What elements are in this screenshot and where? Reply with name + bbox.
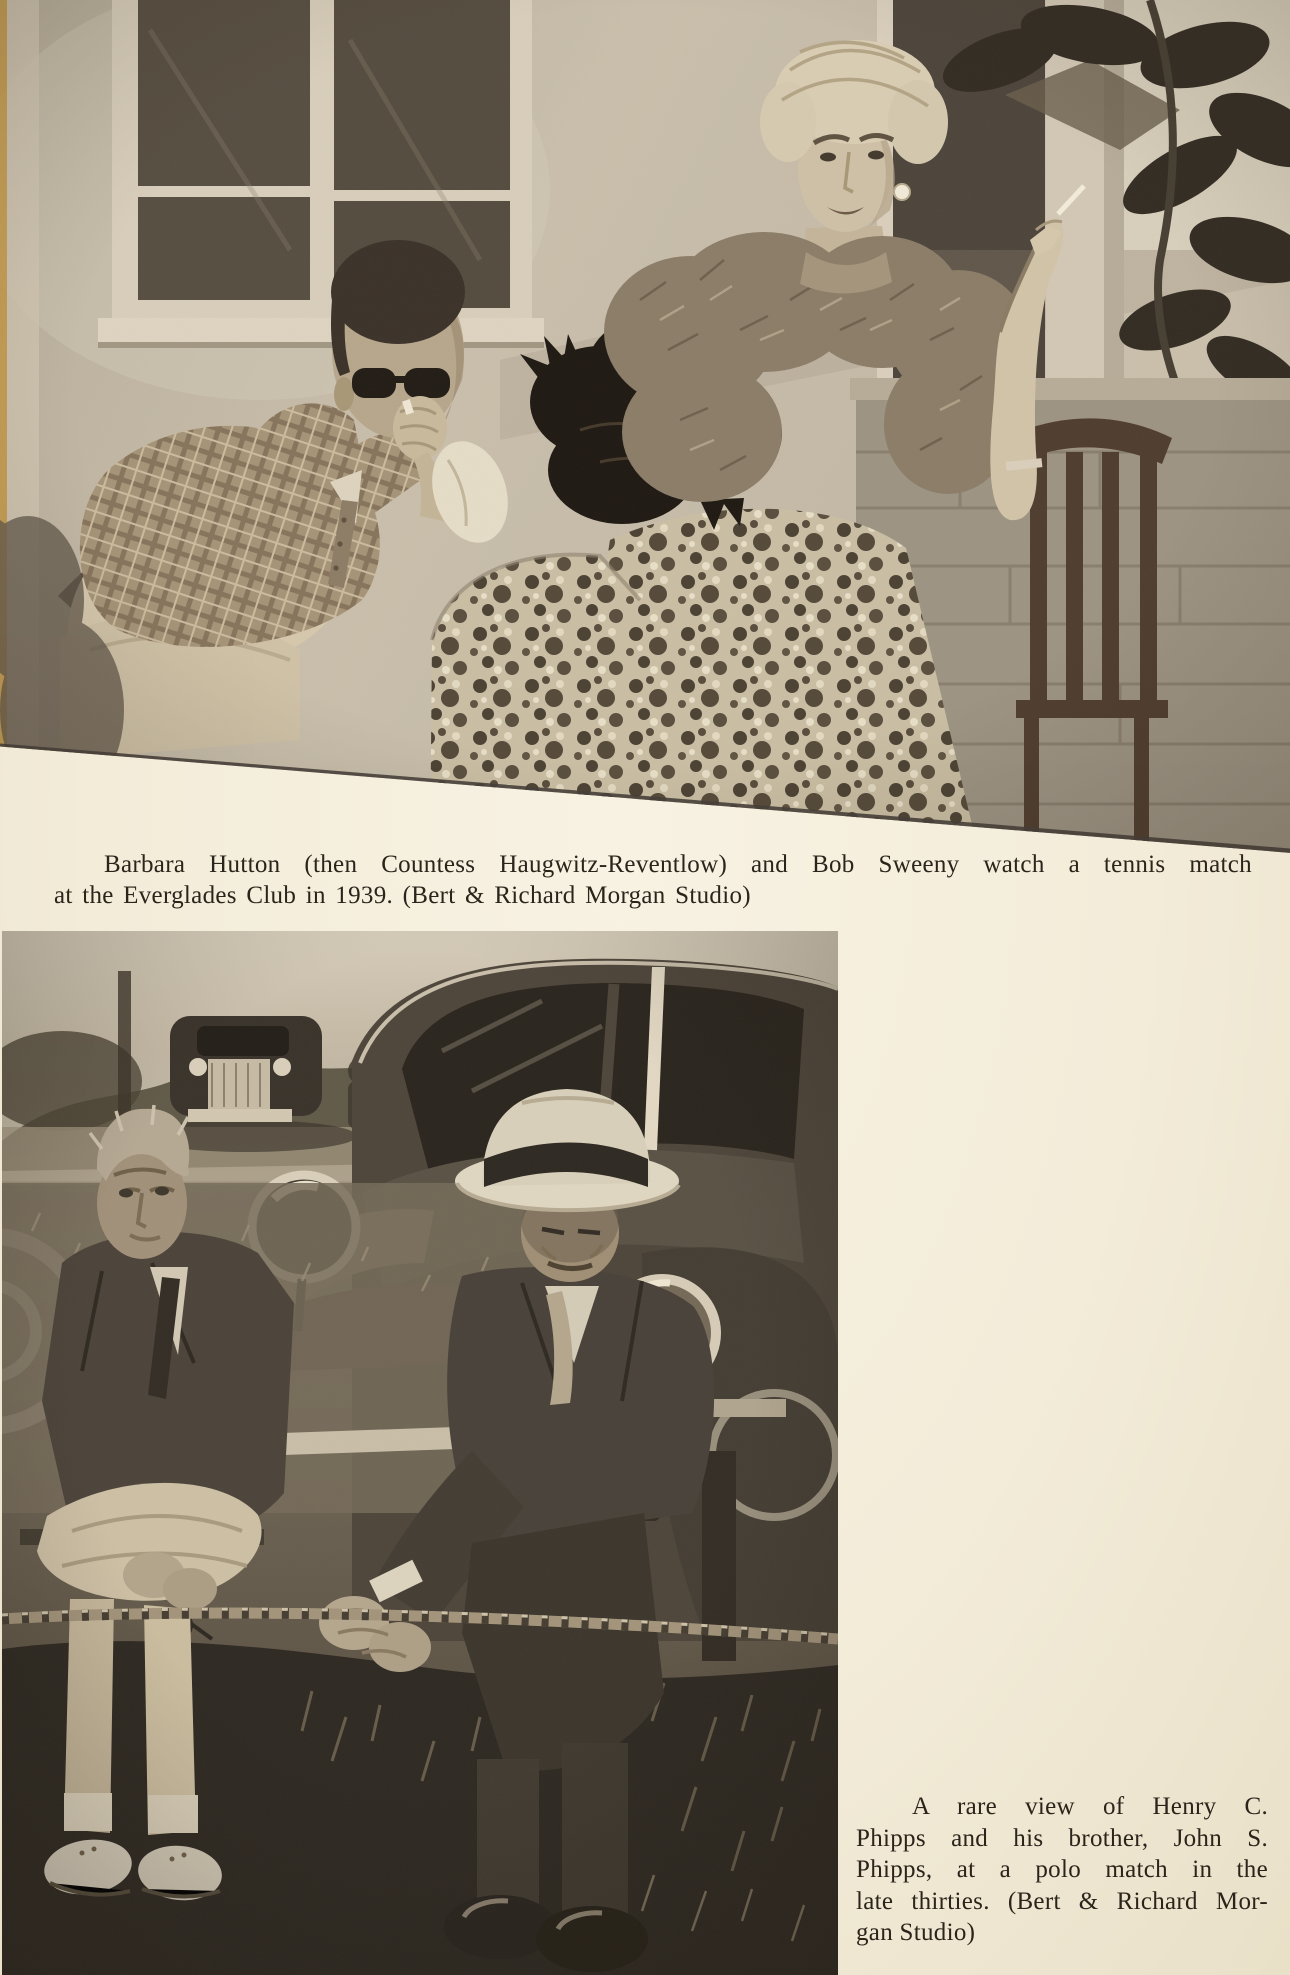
polo-photo-caption [856, 1791, 1268, 1949]
polo-photo-illustration [2, 931, 838, 1975]
polo-photo [2, 931, 838, 1975]
film-grain [2, 931, 838, 1975]
caption-line: Barbara Hutton (then Countess Haugwitz-Reventlow) and Bob Sweeny watch a tennis match [104, 851, 1252, 878]
tennis-photo-illustration [0, 0, 1290, 858]
tennis-photo-caption [54, 849, 1252, 911]
tennis-photo [0, 0, 1290, 858]
film-grain [0, 0, 1290, 858]
caption-line: gan Studio) [856, 1919, 976, 1946]
caption-line: at the Everglades Club in 1939. (Bert & Richard Morgan Studio) [54, 882, 751, 909]
caption-line: Phipps, at a polo match in the [856, 1856, 1268, 1883]
caption-line: Phipps and his brother, John S. [856, 1824, 1268, 1852]
caption-line: A rare view of Henry C. [912, 1793, 1268, 1820]
caption-line: late thirties. (Bert & Richard Mor- [856, 1887, 1268, 1915]
